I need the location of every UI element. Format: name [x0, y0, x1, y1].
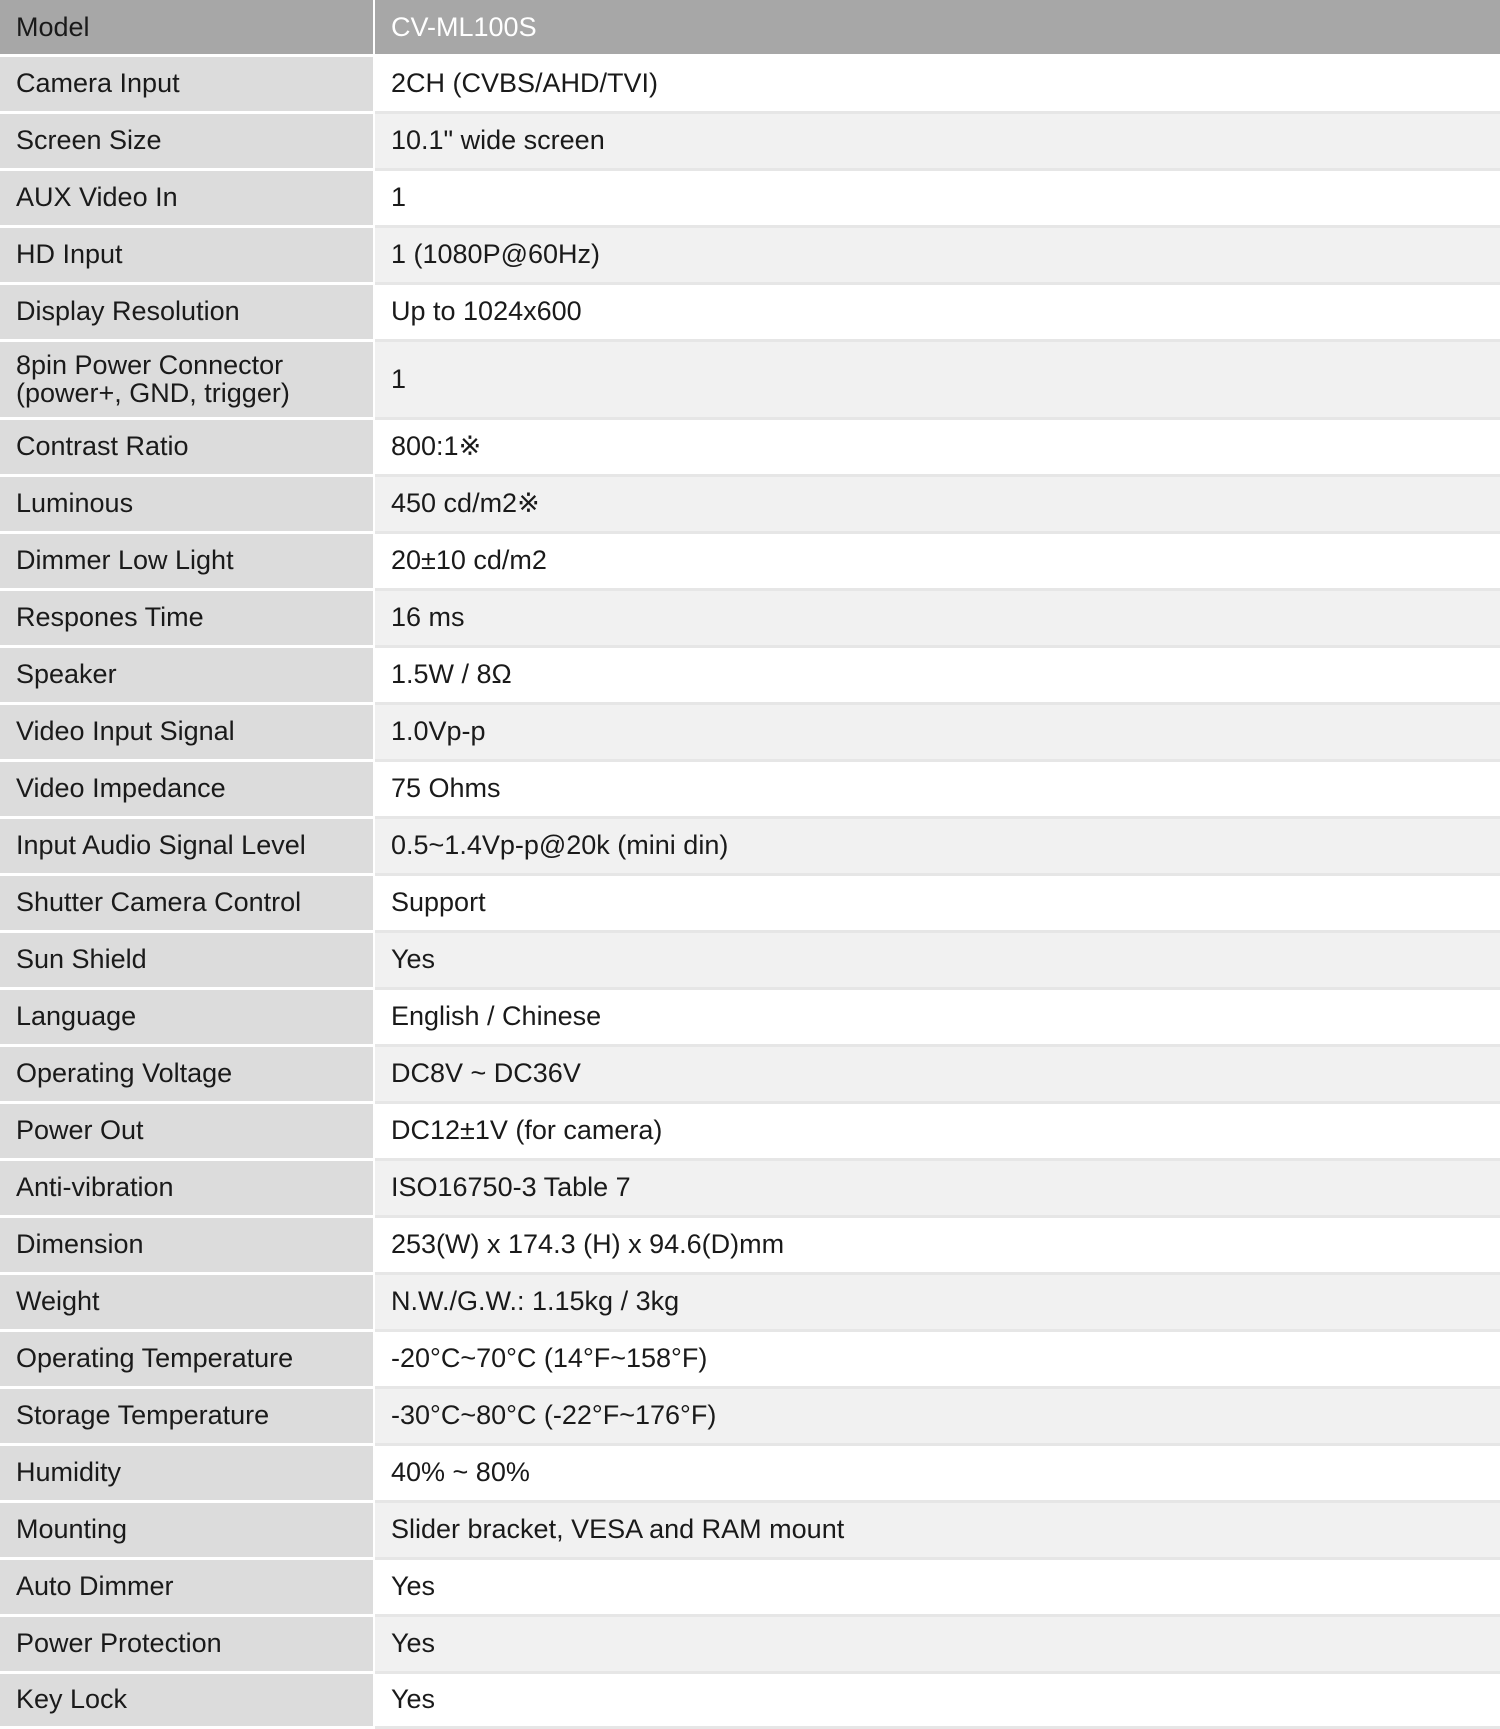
header-value: CV-ML100S [374, 0, 1500, 55]
spec-label: Luminous [0, 475, 374, 532]
spec-label: Display Resolution [0, 283, 374, 340]
table-row [0, 817, 1500, 874]
table-row [0, 874, 1500, 931]
spec-value: 75 Ohms [374, 760, 1500, 817]
spec-value: -30°C~80°C (-22°F~176°F) [374, 1387, 1500, 1444]
header-label: Model [0, 0, 374, 55]
spec-value: Yes [374, 931, 1500, 988]
spec-label: Operating Voltage [0, 1045, 374, 1102]
spec-label: Speaker [0, 646, 374, 703]
spec-value: Up to 1024x600 [374, 283, 1500, 340]
spec-value: ISO16750-3 Table 7 [374, 1159, 1500, 1216]
spec-label: Video Impedance [0, 760, 374, 817]
spec-label: Auto Dimmer [0, 1558, 374, 1615]
spec-value: Slider bracket, VESA and RAM mount [374, 1501, 1500, 1558]
spec-label: Input Audio Signal Level [0, 817, 374, 874]
spec-label: Sun Shield [0, 931, 374, 988]
table-row [0, 418, 1500, 475]
table-row [0, 646, 1500, 703]
spec-value: 16 ms [374, 589, 1500, 646]
spec-label: Power Protection [0, 1615, 374, 1672]
table-row [0, 703, 1500, 760]
table-row [0, 1672, 1500, 1727]
table-row [0, 1444, 1500, 1501]
spec-label: Mounting [0, 1501, 374, 1558]
spec-value: Yes [374, 1558, 1500, 1615]
spec-label: Dimension [0, 1216, 374, 1273]
spec-label: Weight [0, 1273, 374, 1330]
spec-value: 1 [374, 340, 1500, 418]
spec-label-line-1: 8pin Power Connector [16, 349, 284, 380]
spec-label: Power Out [0, 1102, 374, 1159]
spec-value: 2CH (CVBS/AHD/TVI) [374, 55, 1500, 112]
table-row [0, 283, 1500, 340]
spec-value: 20±10 cd/m2 [374, 532, 1500, 589]
spec-label: Key Lock [0, 1672, 374, 1727]
spec-value: 1 (1080P@60Hz) [374, 226, 1500, 283]
table-row [0, 1330, 1500, 1387]
spec-value: 1.0Vp-p [374, 703, 1500, 760]
table-row [0, 226, 1500, 283]
table-row [0, 988, 1500, 1045]
spec-label: Humidity [0, 1444, 374, 1501]
table-row [0, 340, 1500, 418]
spec-value: Support [374, 874, 1500, 931]
table-row [0, 1615, 1500, 1672]
table-row [0, 1216, 1500, 1273]
spec-value: English / Chinese [374, 988, 1500, 1045]
spec-label-line-2: (power+, GND, trigger) [16, 378, 290, 408]
table-row [0, 112, 1500, 169]
table-row [0, 1102, 1500, 1159]
table-row [0, 1159, 1500, 1216]
table-row [0, 532, 1500, 589]
spec-label: Shutter Camera Control [0, 874, 374, 931]
table-row [0, 1387, 1500, 1444]
table-row [0, 1501, 1500, 1558]
table-row [0, 55, 1500, 112]
spec-label: Respones Time [0, 589, 374, 646]
table-row [0, 475, 1500, 532]
spec-label: Operating Temperature [0, 1330, 374, 1387]
spec-value: Yes [374, 1672, 1500, 1727]
spec-value: Yes [374, 1615, 1500, 1672]
table-row [0, 169, 1500, 226]
table-row [0, 589, 1500, 646]
spec-label: Anti-vibration [0, 1159, 374, 1216]
spec-value: 1 [374, 169, 1500, 226]
spec-value: 253(W) x 174.3 (H) x 94.6(D)mm [374, 1216, 1500, 1273]
spec-label [0, 340, 374, 418]
spec-value: 10.1" wide screen [374, 112, 1500, 169]
table-row [0, 1273, 1500, 1330]
table-row [0, 931, 1500, 988]
spec-label: Contrast Ratio [0, 418, 374, 475]
table-row [0, 760, 1500, 817]
spec-label: Dimmer Low Light [0, 532, 374, 589]
spec-label: Language [0, 988, 374, 1045]
table-header-row [0, 0, 1500, 55]
spec-value: 0.5~1.4Vp-p@20k (mini din) [374, 817, 1500, 874]
spec-value: N.W./G.W.: 1.15kg / 3kg [374, 1273, 1500, 1330]
spec-label: Screen Size [0, 112, 374, 169]
spec-value: 800:1※ [374, 418, 1500, 475]
spec-value: 40% ~ 80% [374, 1444, 1500, 1501]
spec-value: DC8V ~ DC36V [374, 1045, 1500, 1102]
spec-label: Video Input Signal [0, 703, 374, 760]
table-row [0, 1558, 1500, 1615]
table-row [0, 1045, 1500, 1102]
spec-label: AUX Video In [0, 169, 374, 226]
spec-value: 450 cd/m2※ [374, 475, 1500, 532]
spec-value: DC12±1V (for camera) [374, 1102, 1500, 1159]
spec-value: 1.5W / 8Ω [374, 646, 1500, 703]
spec-label: Storage Temperature [0, 1387, 374, 1444]
spec-label: HD Input [0, 226, 374, 283]
spec-label: Camera Input [0, 55, 374, 112]
spec-value: -20°C~70°C (14°F~158°F) [374, 1330, 1500, 1387]
